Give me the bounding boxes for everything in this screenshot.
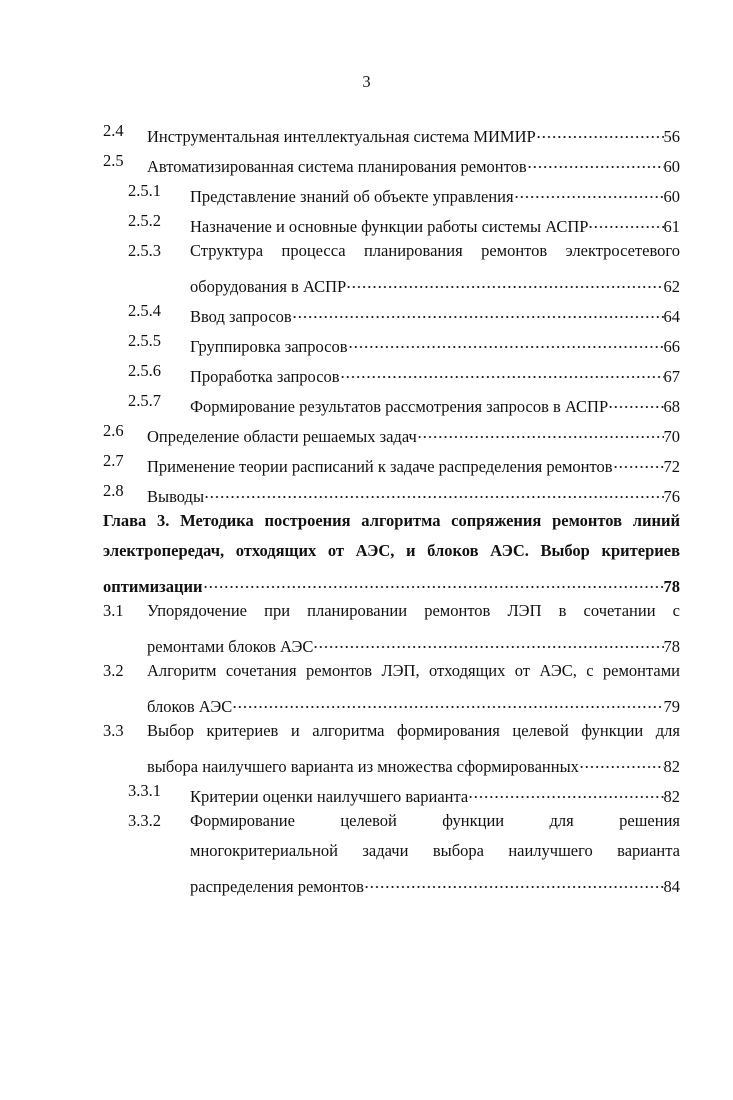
toc-entry-title: Структура процесса планирования ремонтов электросетевого: [190, 241, 680, 260]
dot-leader: [313, 630, 663, 652]
dot-leader: [204, 480, 663, 502]
dot-leader: [468, 780, 663, 802]
toc-entry-number: 2.4: [103, 121, 124, 140]
toc-entry-number: 2.5.4: [128, 301, 161, 320]
dot-leader: [346, 270, 663, 292]
toc-entry-title: Выводы: [147, 487, 205, 506]
dot-leader: [417, 420, 664, 442]
toc-entry-line[interactable]: [128, 330, 680, 356]
toc-entry-line[interactable]: [128, 780, 680, 806]
toc-entry-page: 76: [663, 487, 680, 506]
toc-entry-title: оптимизации: [103, 577, 203, 596]
toc-entry-line[interactable]: [103, 420, 680, 446]
toc-entry-line[interactable]: [128, 300, 680, 326]
page-number: 3: [362, 72, 371, 91]
toc-entry-title: Применение теории расписаний к задаче распределения ремонтов: [147, 457, 613, 476]
dot-leader: [514, 180, 664, 202]
toc-entry-number: 3.3.2: [128, 811, 161, 830]
dot-leader: [527, 150, 664, 172]
toc-entry-number: 2.5: [103, 151, 124, 170]
toc-entry-number: 2.5.1: [128, 181, 161, 200]
dot-leader: [348, 330, 664, 352]
toc-entry-line[interactable]: [147, 690, 680, 716]
toc-entry-line[interactable]: [103, 570, 680, 596]
toc-entry-page: 61: [663, 217, 680, 236]
toc-entry-page: 68: [663, 397, 680, 416]
toc-entry-number: 2.5.7: [128, 391, 161, 410]
toc-entry-page: 84: [663, 877, 680, 896]
dot-leader: [340, 360, 664, 382]
toc-entry-page: 78: [663, 577, 680, 596]
toc-entry-line[interactable]: [128, 360, 680, 386]
toc-entry-number: 2.7: [103, 451, 124, 470]
toc-entry-page: 60: [663, 187, 680, 206]
toc-entry-line[interactable]: [103, 150, 680, 176]
toc-entry-page: 66: [663, 337, 680, 356]
toc-entry-line[interactable]: [147, 750, 680, 776]
toc-entry-title: выбора наилучшего варианта из множества сформированных: [147, 757, 579, 776]
dot-leader: [536, 120, 664, 142]
toc-entry-line[interactable]: [103, 720, 680, 742]
toc-entry-page: 82: [663, 757, 680, 776]
toc-entry-page: 56: [663, 127, 680, 146]
toc-entry-page: 70: [663, 427, 680, 446]
toc-entry-title: Автоматизированная система планирования ремонтов: [147, 157, 527, 176]
toc-entry-line[interactable]: [128, 210, 680, 236]
toc-entry-line[interactable]: [128, 810, 680, 832]
toc-entry-page: 78: [663, 637, 680, 656]
toc-entry-line[interactable]: [103, 120, 680, 146]
toc-entry-line[interactable]: [103, 540, 680, 562]
toc-entry-line[interactable]: [190, 270, 680, 296]
toc-entry-page: 67: [663, 367, 680, 386]
toc-entry-number: 3.3.1: [128, 781, 161, 800]
toc-entry-line[interactable]: [103, 660, 680, 682]
toc-entry-line[interactable]: [103, 480, 680, 506]
dot-leader: [588, 210, 663, 232]
toc-entry-line[interactable]: [190, 870, 680, 896]
toc-entry-number: 2.5.2: [128, 211, 161, 230]
dot-leader: [292, 300, 664, 322]
toc-entry-line[interactable]: [103, 450, 680, 476]
dot-leader: [579, 750, 664, 772]
toc-entry-number: 3.1: [103, 601, 124, 620]
toc-entry-number: 3.3: [103, 721, 124, 740]
toc-entry-line[interactable]: [103, 600, 680, 622]
toc-entry-title: Определение области решаемых задач: [147, 427, 417, 446]
toc-entry-line[interactable]: [128, 180, 680, 206]
toc-entry-number: 3.2: [103, 661, 124, 680]
toc-entry-title: многокритериальной задачи выбора наилучшего варианта: [190, 841, 680, 860]
toc-entry-title: Глава 3. Методика построения алгоритма сопряжения ремонтов линий: [103, 511, 680, 530]
toc-entry-title: Формирование результатов рассмотрения запросов в АСПР: [190, 397, 609, 416]
toc-entry-title: электропередач, отходящих от АЭС, и блоков АЭС. Выбор критериев: [103, 541, 680, 560]
toc-entry-page: 82: [663, 787, 680, 806]
toc-entry-page: 60: [663, 157, 680, 176]
toc-entry-title: Упорядочение при планировании ремонтов ЛЭП в сочетании с: [147, 601, 680, 620]
toc-entry-title: оборудования в АСПР: [190, 277, 347, 296]
toc-entry-page: 79: [663, 697, 680, 716]
toc-entry-title: Проработка запросов: [190, 367, 340, 386]
toc-entry-title: Ввод запросов: [190, 307, 292, 326]
toc-entry-line[interactable]: [190, 840, 680, 862]
toc-entry-number: 2.8: [103, 481, 124, 500]
toc-entry-title: Представление знаний об объекте управления: [190, 187, 514, 206]
toc-entry-number: 2.5.6: [128, 361, 161, 380]
toc-entry-title: Критерии оценки наилучшего варианта: [190, 787, 469, 806]
toc-entry-title: Назначение и основные функции работы системы АСПР: [190, 217, 589, 236]
toc-entry-number: 2.6: [103, 421, 124, 440]
toc-entry-line[interactable]: [128, 240, 680, 262]
toc-entry-title: Инструментальная интеллектуальная система МИМИР: [147, 127, 536, 146]
toc-entry-page: 64: [663, 307, 680, 326]
toc-entry-title: блоков АЭС: [147, 697, 233, 716]
toc-entry-number: 2.5.3: [128, 241, 161, 260]
toc-entry-page: 72: [663, 457, 680, 476]
toc-entry-title: распределения ремонтов: [190, 877, 364, 896]
dot-leader: [608, 390, 663, 412]
toc-entry-number: 2.5.5: [128, 331, 161, 350]
toc-entry-title: ремонтами блоков АЭС: [147, 637, 314, 656]
toc-entry-line[interactable]: [103, 510, 680, 532]
toc-entry-title: Группировка запросов: [190, 337, 348, 356]
dot-leader: [232, 690, 663, 712]
toc-entry-line[interactable]: [147, 630, 680, 656]
dot-leader: [613, 450, 664, 472]
toc-entry-title: Алгоритм сочетания ремонтов ЛЭП, отходящих от АЭС, с ремонтами: [147, 661, 680, 680]
toc-entry-title: Формирование целевой функции для решения: [190, 811, 680, 830]
dot-leader: [364, 870, 664, 892]
toc-entry-line[interactable]: [128, 390, 680, 416]
toc-entry-title: Выбор критериев и алгоритма формирования целевой функции для: [147, 721, 680, 740]
toc-entry-page: 62: [663, 277, 680, 296]
dot-leader: [203, 570, 664, 592]
